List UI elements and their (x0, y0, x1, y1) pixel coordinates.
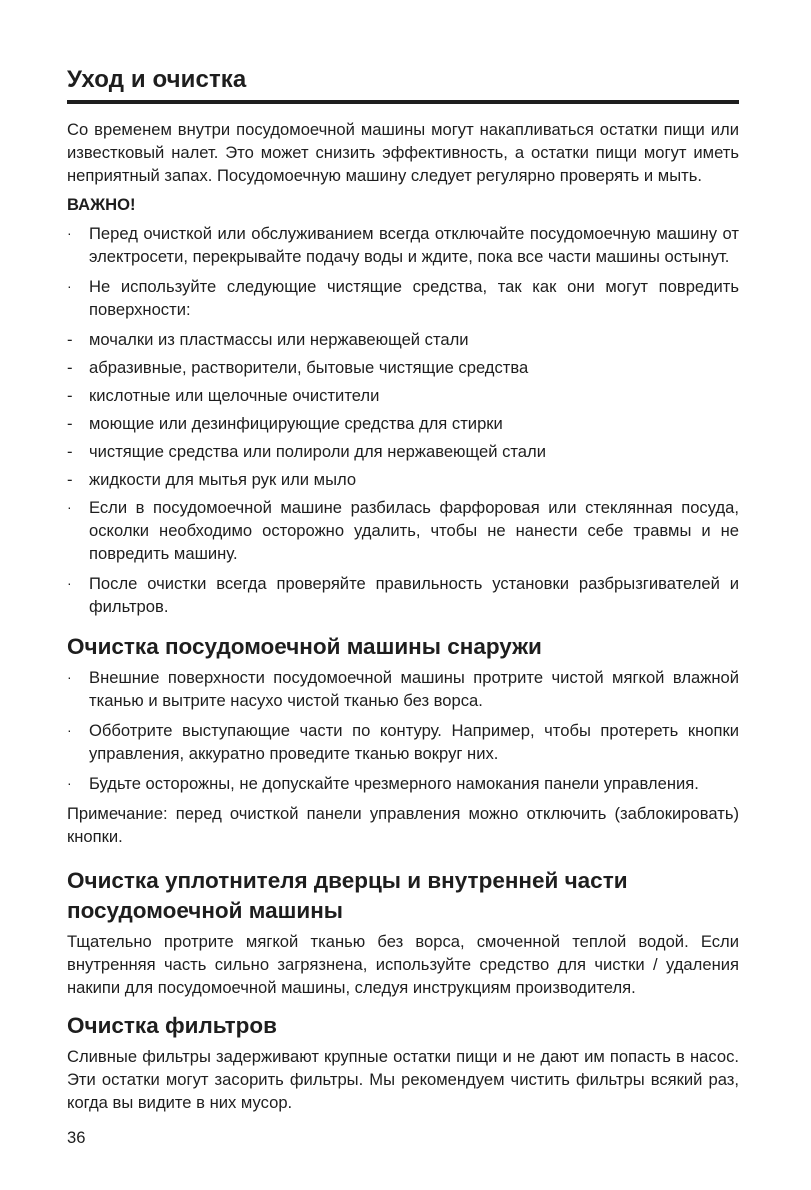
item-text: Не используйте следующие чистящие средства, так как они могут повредить поверхности: (89, 277, 739, 319)
item-text: После очистки всегда проверяйте правильность установки разбрызгивателей и фильтров. (89, 574, 739, 616)
exterior-item (67, 772, 739, 795)
section-heading-seal: Очистка уплотнителя дверцы и внутренней части посудомоечной машины (67, 868, 628, 923)
dash-marker: - (67, 442, 73, 461)
item-text: Внешние поверхности посудомоечной машины протрите чистой мягкой влажной тканью и вытрите насухо чистой тканью без ворса. (89, 668, 739, 710)
filters-paragraph: Сливные фильтры задерживают крупные остатки пищи и не дают им попасть в насос. Эти остатки могут засорить фильтры. Мы рекомендуем чистить фильтры всякий раз, когда вы видите в них мусор. (67, 1047, 739, 1112)
bullet-marker: · (67, 775, 72, 791)
exterior-item (67, 666, 739, 712)
dash-item (67, 328, 739, 351)
item-text: Будьте осторожны, не допускайте чрезмерного намокания панели управления. (89, 774, 699, 793)
item-text: Если в посудомоечной машине разбилась фарфоровая или стеклянная посуда, осколки необходимо осторожно удалить, чтобы не нанести себе травмы и не повредить машину. (89, 498, 739, 563)
page-content (67, 64, 739, 1114)
exterior-note: Примечание: перед очисткой панели управления можно отключить (заблокировать) кнопки. (67, 804, 739, 846)
item-text: кислотные или щелочные очистители (89, 386, 380, 405)
dash-marker: - (67, 470, 73, 489)
bullet-marker: · (67, 225, 72, 241)
section-heading-exterior: Очистка посудомоечной машины снаружи (67, 634, 542, 659)
dash-marker: - (67, 386, 73, 405)
dash-marker: - (67, 414, 73, 433)
intro-paragraph: Со временем внутри посудомоечной машины могут накапливаться остатки пищи или известковый налет. Это может снизить эффективность, а остатки пищи могут иметь неприятный запах. Посудомоечную машину следует регулярно проверять и мыть. (67, 120, 739, 185)
page-title: Уход и очистка (67, 66, 247, 93)
important-item (67, 275, 739, 321)
exterior-item (67, 719, 739, 765)
dash-item (67, 440, 739, 463)
page-number: 36 (67, 1128, 86, 1147)
item-text: мочалки из пластмассы или нержавеющей стали (89, 330, 469, 349)
dash-item (67, 356, 739, 379)
bullet-marker: · (67, 575, 72, 591)
dash-marker: - (67, 358, 73, 377)
important-item (67, 496, 739, 565)
seal-paragraph: Тщательно протрите мягкой тканью без ворса, смоченной теплой водой. Если внутренняя часть сильно загрязнена, используйте средство для чистки / удаления накипи для посудомоечной машины, следуя инструкциям производителя. (67, 932, 739, 997)
important-item (67, 222, 739, 268)
title-rule (67, 100, 739, 104)
item-text: Перед очисткой или обслуживанием всегда отключайте посудомоечную машину от электросети, перекрывайте подачу воды и ждите, пока все части машины остынут. (89, 224, 739, 266)
important-item (67, 572, 739, 618)
dash-item (67, 468, 739, 491)
dash-marker: - (67, 330, 73, 349)
bullet-marker: · (67, 499, 72, 515)
bullet-marker: · (67, 278, 72, 294)
bullet-marker: · (67, 669, 72, 685)
item-text: Обботрите выступающие части по контуру. Например, чтобы протереть кнопки управления, аккуратно проведите тканью вокруг них. (89, 721, 739, 763)
item-text: чистящие средства или полироли для нержавеющей стали (89, 442, 546, 461)
section-heading-filters: Очистка фильтров (67, 1013, 277, 1038)
item-text: моющие или дезинфицирующие средства для стирки (89, 414, 503, 433)
bullet-marker: · (67, 722, 72, 738)
dash-item (67, 412, 739, 435)
important-label: ВАЖНО! (67, 195, 136, 214)
dash-item (67, 384, 739, 407)
item-text: абразивные, растворители, бытовые чистящие средства (89, 358, 529, 377)
item-text: жидкости для мытья рук или мыло (89, 470, 357, 489)
